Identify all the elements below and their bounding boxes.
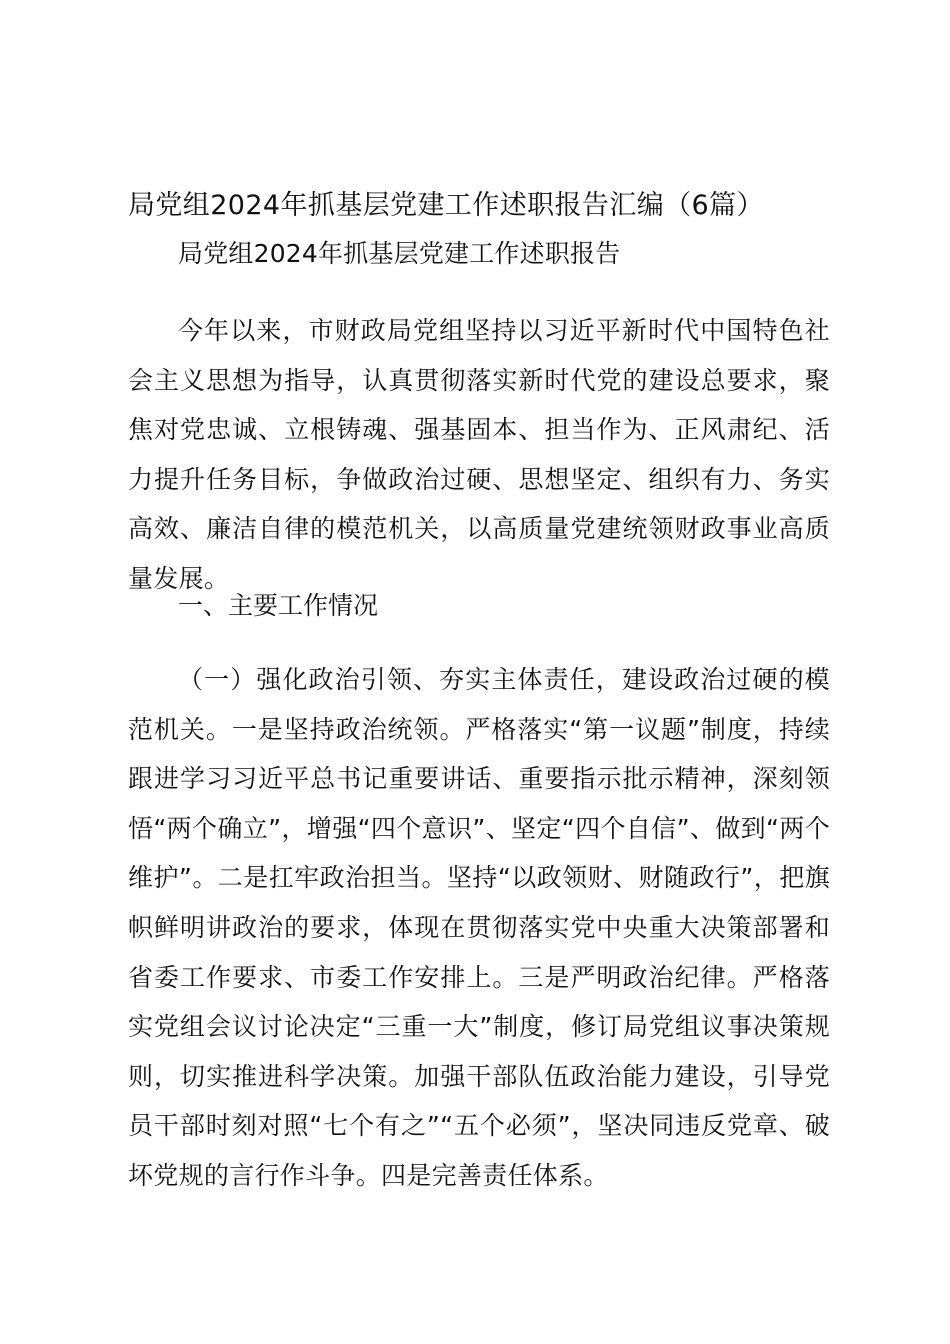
intro-paragraph: 今年以来，市财政局党组坚持以习近平新时代中国特色社会主义思想为指导，认真贯彻落实新时代党的建设总要求，聚焦对党忠诚、立根铸魂、强基固本、担当作为、正风肃纪、活力提升任务目标，争做政治过硬、思想坚定、组织有力、务实高效、廉洁自律的模范机关，以高质量党建统领财政事业高质量发展。 <box>128 316 830 593</box>
document-title: 局党组2024年抓基层党建工作述职报告汇编（6篇） <box>128 190 764 221</box>
section-heading-main-work: 一、主要工作情况 <box>178 591 379 620</box>
document-subtitle: 局党组2024年抓基层党建工作述职报告 <box>178 239 621 268</box>
section-1-paragraph: （一）强化政治引领、夯实主体责任，建设政治过硬的模范机关。一是坚持政治统领。严格落实“第一议题”制度，持续跟进学习习近平总书记重要讲话、重要指示批示精神，深刻领悟“两个确立”，增强“四个意识”、坚定“四个自信”、做到“两个维护”。二是扛牢政治担当。坚持“以政领财、财随政行”，把旗帜鲜明讲政治的要求，体现在贯彻落实党中央重大决策部署和省委工作要求、市委工作安排上。三是严明政治纪律。严格落实党组会议讨论决定“三重一大”制度，修订局党组议事决策规则，切实推进科学决策。加强干部队伍政治能力建设，引导党员干部时刻对照“七个有之”“五个必须”，坚决同违反党章、破坏党规的言行作斗争。四是完善责任体系。 <box>128 665 830 1190</box>
